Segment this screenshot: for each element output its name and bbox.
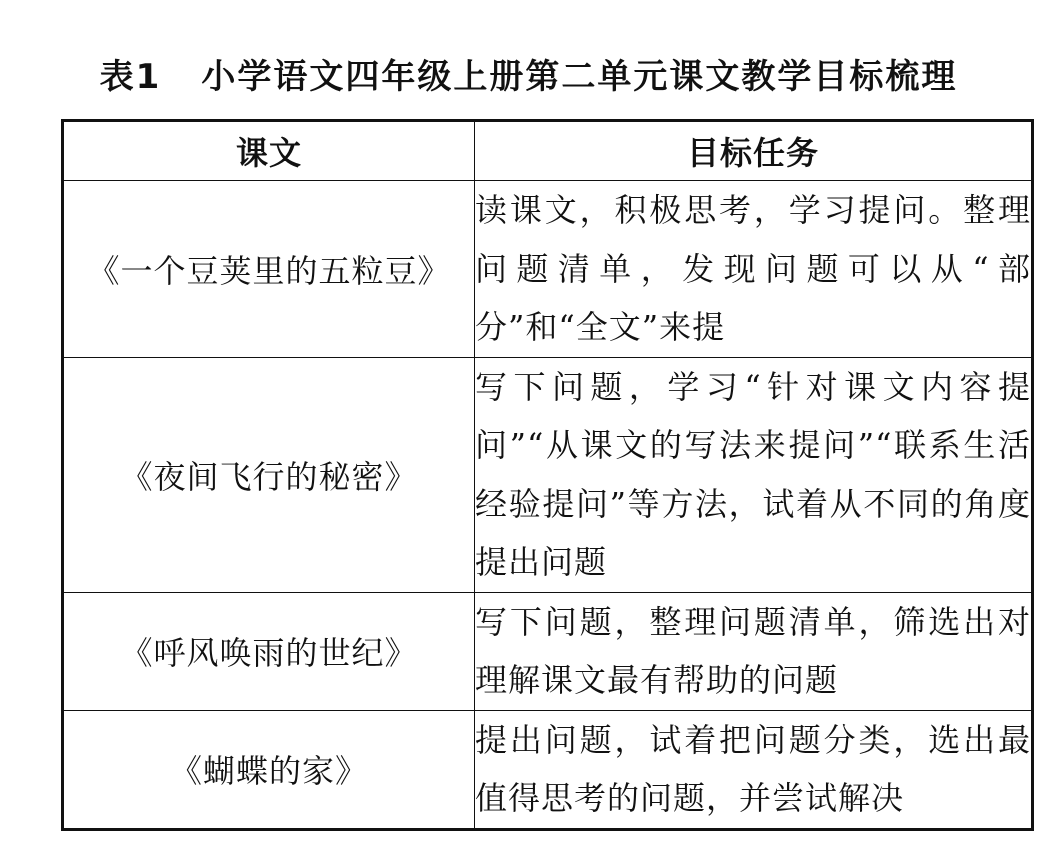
goal-task: 提出问题，试着把问题分类，选出最值得思考的问题，并尝试解决 — [475, 710, 1033, 829]
table-row — [63, 181, 1033, 358]
lesson-title: 《一个豆荚里的五粒豆》 — [63, 181, 475, 358]
table-number: 表1 — [99, 57, 162, 97]
header-lesson: 课文 — [63, 121, 475, 181]
table-row — [63, 357, 1033, 592]
lesson-goals-table — [61, 119, 1034, 831]
table-header-row — [63, 121, 1033, 181]
table-title: 小学语文四年级上册第二单元课文教学目标梳理 — [201, 57, 958, 97]
table-row — [63, 592, 1033, 710]
header-goal: 目标任务 — [475, 121, 1033, 181]
table-caption — [0, 52, 1057, 102]
lesson-title: 《蝴蝶的家》 — [63, 710, 475, 829]
table-row — [63, 710, 1033, 829]
lesson-title: 《夜间飞行的秘密》 — [63, 357, 475, 592]
goal-task: 读课文，积极思考，学习提问。整理问题清单，发现问题可以从“部分”和“全文”来提 — [475, 181, 1033, 358]
lesson-title: 《呼风唤雨的世纪》 — [63, 592, 475, 710]
goal-task: 写下问题，学习“针对课文内容提问”“从课文的写法来提问”“联系生活经验提问”等方法，试着从不同的角度提出问题 — [475, 357, 1033, 592]
goal-task: 写下问题，整理问题清单，筛选出对理解课文最有帮助的问题 — [475, 592, 1033, 710]
